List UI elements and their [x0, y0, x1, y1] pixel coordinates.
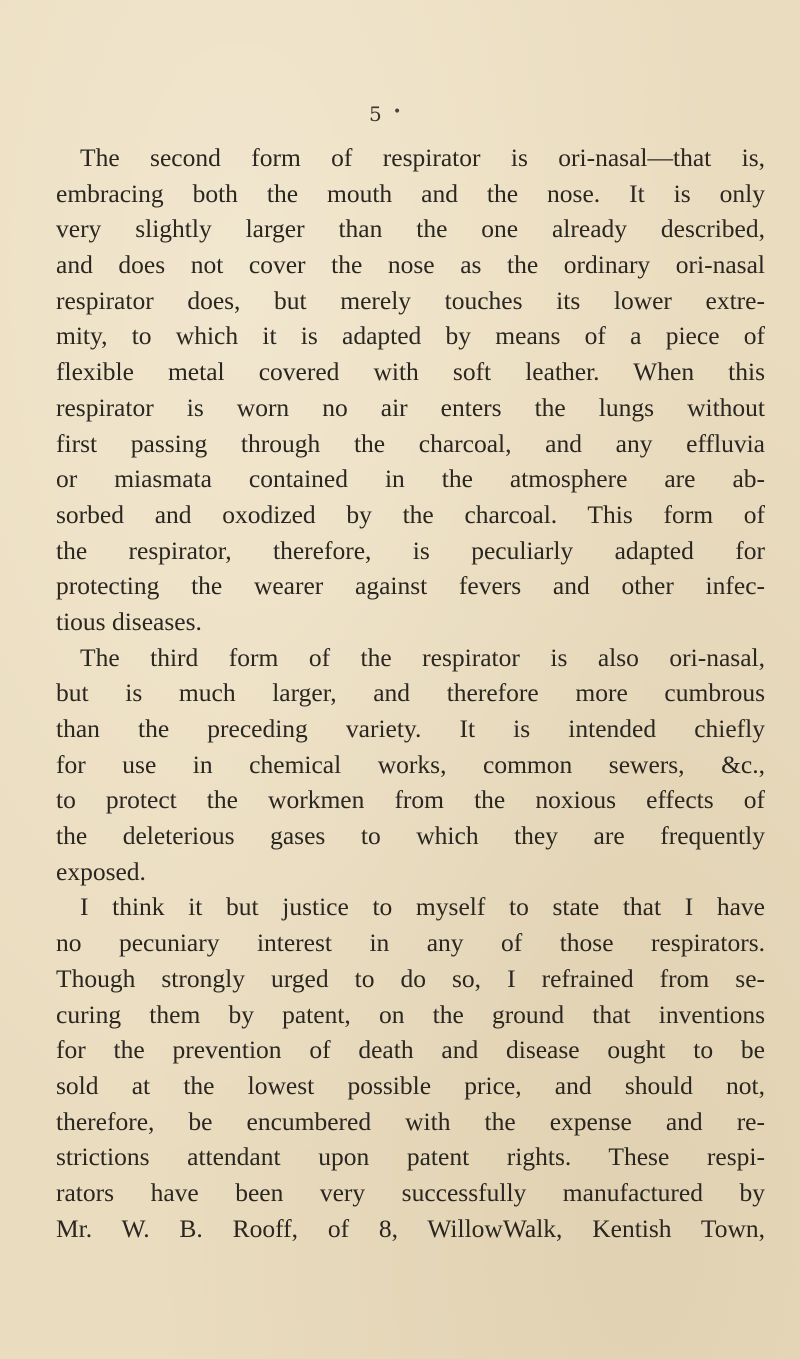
text-line: embracing both the mouth and the nose. It is only — [56, 178, 765, 208]
text-line: respirator does, but merely touches its lower extre- — [56, 285, 765, 315]
text-line: and does not cover the nose as the ordinary ori-nasal — [56, 250, 765, 280]
text-line: therefore, be encumbered with the expense and re- — [56, 1106, 765, 1136]
text-line: or miasmata contained in the atmosphere are ab- — [56, 464, 765, 494]
text-line: than the preceding variety. It is intended chiefly — [56, 714, 765, 743]
text-line: the deleterious gases to which they are frequently — [56, 821, 765, 851]
text-line: protecting the wearer against fevers and other infec- — [56, 571, 765, 601]
text-line: Though strongly urged to do so, I refrained from se- — [56, 963, 765, 993]
text-line: The second form of respirator is ori-nasal—that is, — [80, 143, 765, 172]
text-line: I think it but justice to myself to state that I have — [80, 892, 765, 922]
text-line: exposed. — [56, 856, 146, 886]
text-line: sorbed and oxodized by the charcoal. This form of — [56, 499, 765, 529]
text-line: first passing through the charcoal, and any effluvia — [56, 428, 765, 458]
text-line: The third form of the respirator is also ori-nasal, — [80, 642, 765, 672]
text-line: very slightly larger than the one already described, — [56, 214, 765, 244]
text-line: to protect the workmen from the noxious effects of — [56, 785, 765, 815]
text-line: for the prevention of death and disease ought to be — [56, 1035, 765, 1065]
text-line: Mr. W. B. Rooff, of 8, WillowWalk, Kentish Town, — [56, 1213, 765, 1243]
text-line: for use in chemical works, common sewers, &c., — [56, 749, 765, 779]
page-number: 5 — [369, 102, 382, 126]
page-marker: • — [393, 104, 402, 120]
text-line: flexible metal covered with soft leather. When this — [56, 357, 765, 387]
text-line: but is much larger, and therefore more cumbrous — [56, 678, 765, 708]
text-line: curing them by patent, on the ground that inventions — [56, 999, 765, 1029]
text-line: sold at the lowest possible price, and should not, — [56, 1070, 765, 1100]
text-line: mity, to which it is adapted by means of a piece of — [56, 321, 765, 351]
text-line: rators have been very successfully manufactured by — [56, 1177, 765, 1207]
body-text — [56, 140, 765, 1246]
text-line: respirator is worn no air enters the lungs without — [56, 392, 765, 422]
text-line: strictions attendant upon patent rights. These respi- — [56, 1142, 765, 1172]
text-line: tious diseases. — [56, 606, 202, 636]
text-line: the respirator, therefore, is peculiarly adapted for — [56, 535, 765, 565]
text-line: no pecuniary interest in any of those respirators. — [56, 928, 765, 958]
